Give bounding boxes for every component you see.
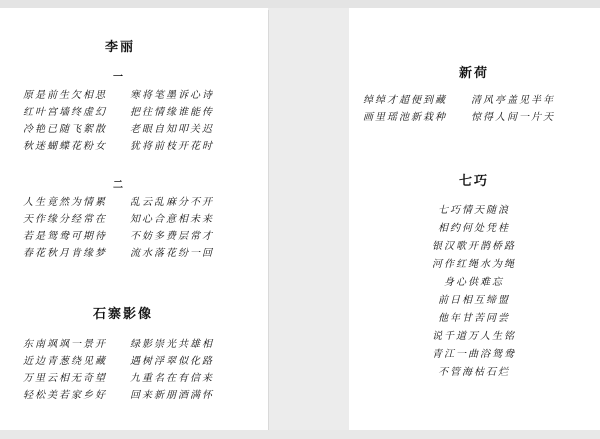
verse-line: 人生竟然为情累 bbox=[23, 197, 107, 208]
verse-line: 万里云相无奇望 bbox=[23, 373, 107, 384]
section-label-two: 二 bbox=[113, 180, 123, 191]
verse-line: 秋迷蝴蝶花粉女 bbox=[23, 141, 107, 152]
verse-line: 回来新朋酒满怀 bbox=[130, 390, 214, 401]
page-divider bbox=[268, 10, 269, 430]
right-page bbox=[349, 8, 600, 430]
verse-line: 绰绰才超便到藏 bbox=[363, 95, 447, 106]
stanza-three-left-column bbox=[23, 336, 107, 404]
verse-line: 银汉歌开鹊桥路 bbox=[432, 241, 516, 252]
verse-line: 原是前生欠相思 bbox=[23, 90, 107, 101]
verse-line: 清风亭盖见半年 bbox=[471, 95, 555, 106]
poem-title-lili: 李丽 bbox=[104, 40, 135, 55]
verse-line: 前日相互缔盟 bbox=[438, 295, 510, 306]
verse-line: 青江一曲浴鸳鸯 bbox=[432, 349, 516, 360]
verse-line: 画里瑶池新栽种 bbox=[363, 112, 447, 123]
new-lotus-right-column bbox=[471, 92, 555, 126]
verse-line: 说千道万人生铭 bbox=[432, 331, 516, 342]
verse-line: 东南飒飒一景开 bbox=[23, 339, 107, 350]
stanza-one-left-column bbox=[23, 87, 107, 155]
stanza-three-right-column bbox=[130, 336, 214, 404]
verse-line: 犹将前枝开花时 bbox=[130, 141, 214, 152]
verse-line: 不妨多费层常才 bbox=[130, 231, 214, 242]
verse-line: 流水落花纷一回 bbox=[130, 248, 214, 259]
bottom-strip bbox=[0, 430, 600, 439]
top-strip bbox=[0, 0, 600, 8]
verse-line: 遇树浮翠似化路 bbox=[130, 356, 214, 367]
stanza-one-right-column bbox=[130, 87, 214, 155]
poem-title-new-lotus: 新荷 bbox=[458, 66, 489, 81]
new-lotus-left-column bbox=[363, 92, 447, 126]
verse-line: 不管海枯石烂 bbox=[438, 367, 510, 378]
verse-line: 春花秋月肯缘梦 bbox=[23, 248, 107, 259]
verse-line: 近边青葱绕见藏 bbox=[23, 356, 107, 367]
verse-line: 寒将笔墨诉心诗 bbox=[130, 90, 214, 101]
verse-line: 乱云乱麻分不开 bbox=[130, 197, 214, 208]
stanza-two-left-column bbox=[23, 194, 107, 262]
verse-line: 他年甘苦同尝 bbox=[438, 313, 510, 324]
verse-line: 身心供难忘 bbox=[444, 277, 504, 288]
section-label-one: 一 bbox=[113, 72, 123, 83]
poem-title-qiqiao: 七巧 bbox=[458, 174, 489, 189]
qiqiao-verse bbox=[369, 202, 579, 382]
verse-line: 七巧情天随浪 bbox=[438, 205, 510, 216]
verse-line: 知心合意相未来 bbox=[130, 214, 214, 225]
verse-line: 红叶宫墙终虚幻 bbox=[23, 107, 107, 118]
verse-line: 相约何处凭桂 bbox=[438, 223, 510, 234]
left-page bbox=[0, 8, 268, 430]
verse-line: 轻松美若家乡好 bbox=[23, 390, 107, 401]
verse-line: 绿影崇光共雄相 bbox=[130, 339, 214, 350]
verse-line: 九重名在有信来 bbox=[130, 373, 214, 384]
verse-line: 天作缘分经常在 bbox=[23, 214, 107, 225]
poem-title-stone-village: 石寨影像 bbox=[92, 307, 153, 322]
verse-line: 把往情缘谁能传 bbox=[130, 107, 214, 118]
verse-line: 惊得人间一片天 bbox=[471, 112, 555, 123]
verse-line: 若是鸳鸯可期待 bbox=[23, 231, 107, 242]
verse-line: 河作红绳水为绳 bbox=[432, 259, 516, 270]
verse-line: 老眼自知叩关迟 bbox=[130, 124, 214, 135]
stanza-two-right-column bbox=[130, 194, 214, 262]
verse-line: 冷艳已随飞絮散 bbox=[23, 124, 107, 135]
